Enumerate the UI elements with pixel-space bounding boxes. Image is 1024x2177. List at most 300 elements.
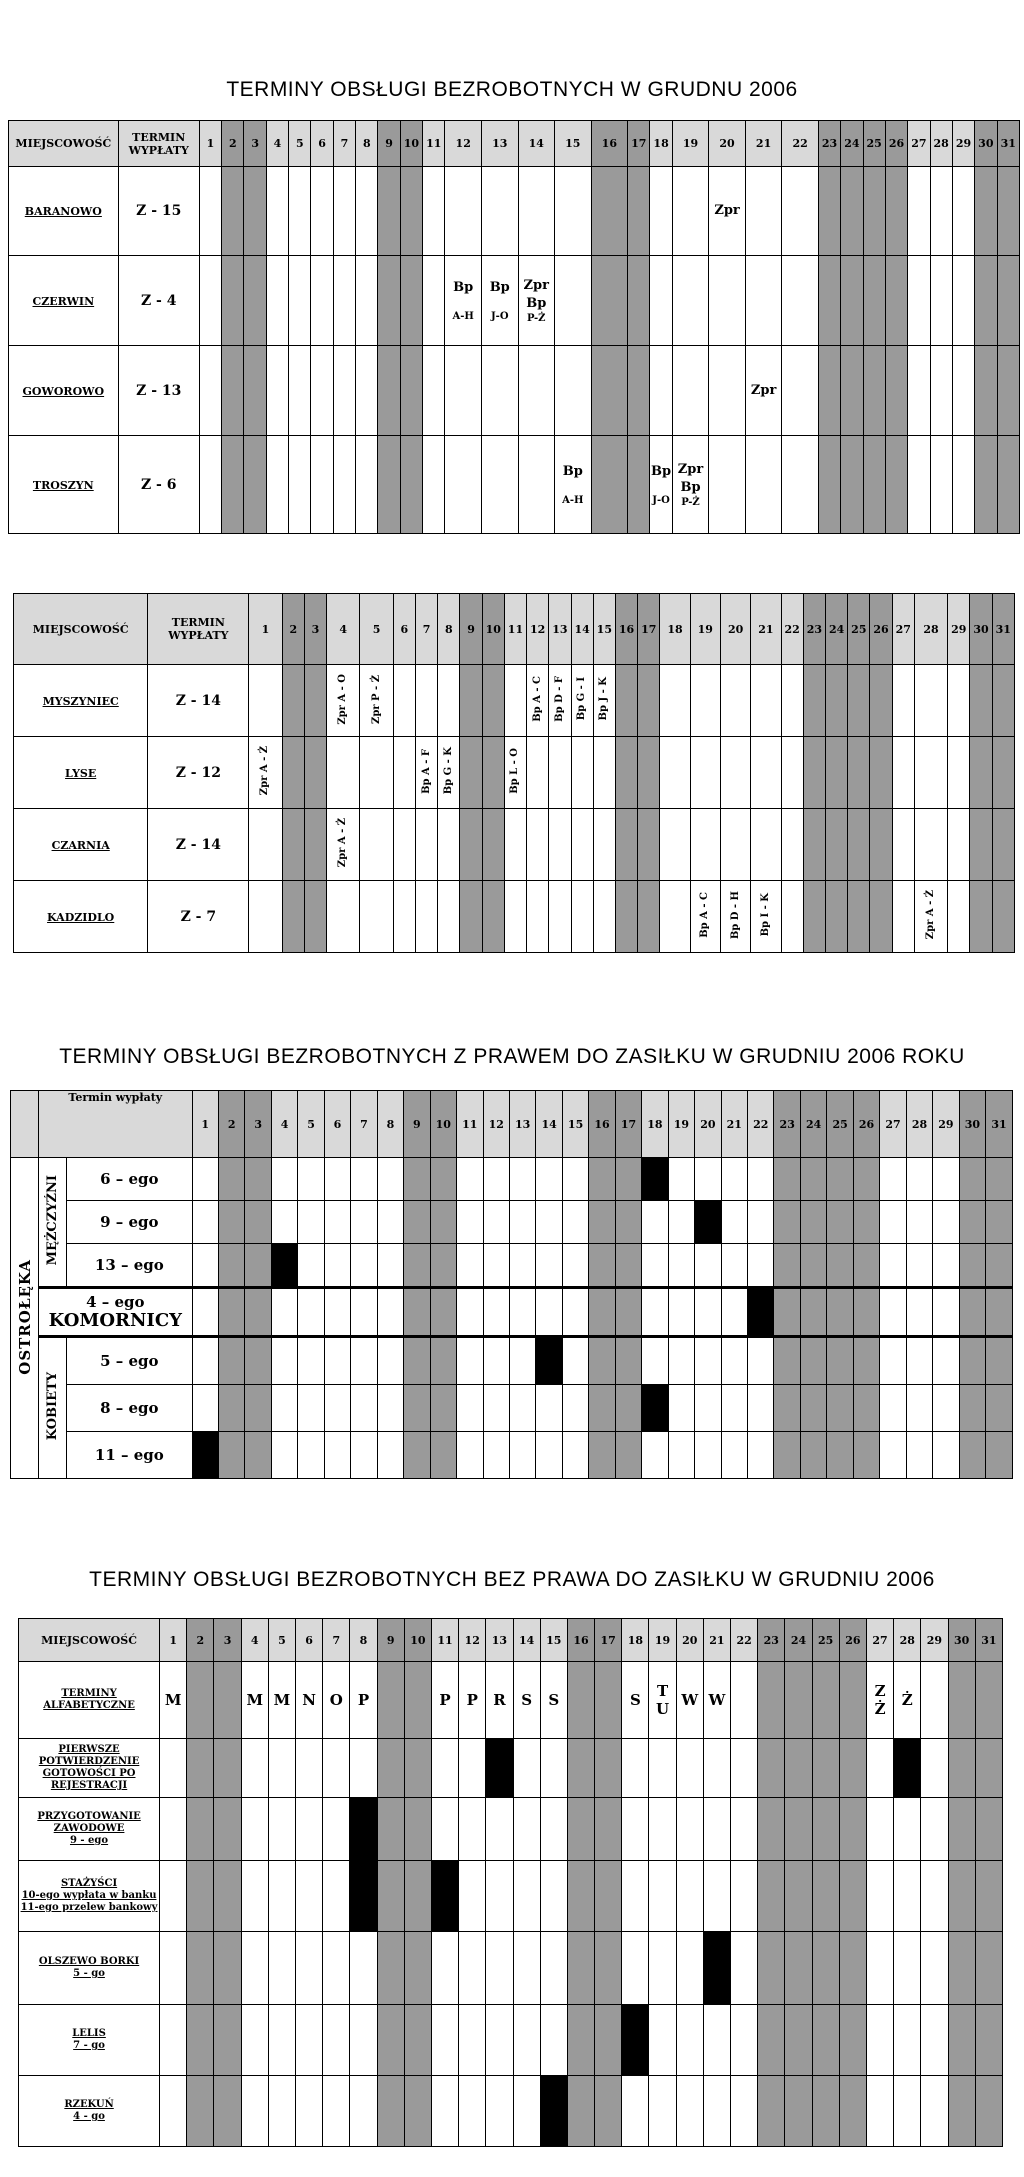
day-cell — [481, 167, 518, 256]
day-cell — [377, 1932, 404, 2005]
day-header-20: 20 — [709, 121, 746, 167]
day-header-1: 1 — [160, 1619, 187, 1662]
day-cell — [690, 737, 720, 809]
day-cell — [423, 346, 445, 436]
day-header-10: 10 — [404, 1619, 431, 1662]
day-cell — [244, 436, 266, 534]
day-header-27: 27 — [866, 1619, 893, 1662]
day-header-8: 8 — [350, 1619, 377, 1662]
day-cell — [457, 1385, 483, 1432]
day-header-31: 31 — [992, 594, 1014, 665]
day-cell — [992, 809, 1014, 881]
day-cell: Bp G - I — [571, 665, 593, 737]
day-cell — [289, 167, 311, 256]
day-cell — [245, 1244, 271, 1288]
day-cell — [323, 1861, 350, 1932]
day-cell — [271, 1385, 297, 1432]
day-cell — [459, 1798, 486, 1861]
day-cell — [676, 2076, 703, 2147]
day-header-20: 20 — [720, 594, 750, 665]
day-cell — [513, 2005, 540, 2076]
day-cell — [933, 1385, 959, 1432]
day-cell — [271, 1288, 297, 1337]
day-cell — [975, 1739, 1002, 1798]
day-cell — [377, 1432, 403, 1479]
day-cell — [567, 2076, 594, 2147]
day-cell — [298, 1244, 324, 1288]
day-cell: Zpr P - Ż — [360, 665, 393, 737]
day-header-6: 6 — [296, 1619, 323, 1662]
day-header-16: 16 — [567, 1619, 594, 1662]
day-cell — [518, 436, 555, 534]
day-cell — [482, 665, 504, 737]
day-cell — [192, 1244, 218, 1288]
day-cell — [642, 1288, 668, 1337]
day-cell — [812, 1739, 839, 1798]
day-cell — [803, 737, 825, 809]
day-cell — [483, 1201, 509, 1244]
place-cell: CZERWIN — [9, 256, 119, 346]
day-cell — [622, 1932, 649, 2005]
day-cell — [986, 1201, 1013, 1244]
term-label: 11 – ego — [67, 1432, 192, 1479]
day-cell — [268, 1739, 295, 1798]
day-header-15: 15 — [593, 594, 615, 665]
day-cell — [885, 436, 907, 534]
day-cell — [751, 737, 781, 809]
day-cell — [721, 1432, 747, 1479]
day-cell — [952, 436, 974, 534]
table-row — [14, 809, 1015, 881]
day-cell — [430, 1158, 456, 1201]
day-cell — [445, 167, 482, 256]
day-cell — [660, 737, 690, 809]
day-cell — [595, 1798, 622, 1861]
day-header-7: 7 — [415, 594, 437, 665]
day-cell: Bp A-H — [445, 256, 482, 346]
day-cell — [377, 1158, 403, 1201]
day-header-18: 18 — [650, 121, 672, 167]
day-cell — [481, 346, 518, 436]
day-header-15: 15 — [562, 1091, 588, 1158]
day-header-21: 21 — [745, 121, 782, 167]
day-cell — [818, 167, 840, 256]
day-cell — [222, 346, 244, 436]
day-header-27: 27 — [908, 121, 930, 167]
day-cell — [509, 1201, 535, 1244]
day-cell — [589, 1432, 615, 1479]
day-cell — [187, 1662, 214, 1739]
place-cell: BARANOWO — [9, 167, 119, 256]
day-cell — [431, 2005, 458, 2076]
day-header-16: 16 — [589, 1091, 615, 1158]
day-cell — [513, 1739, 540, 1798]
day-cell — [848, 737, 870, 809]
day-header-12: 12 — [483, 1091, 509, 1158]
day-header-7: 7 — [351, 1091, 377, 1158]
day-cell — [948, 1932, 975, 2005]
day-cell — [513, 1932, 540, 2005]
day-header-27: 27 — [892, 594, 914, 665]
day-cell — [296, 1932, 323, 2005]
day-cell — [839, 1739, 866, 1798]
day-cell — [880, 1244, 906, 1288]
day-cell — [567, 1739, 594, 1798]
day-cell — [841, 256, 863, 346]
day-cell — [214, 1861, 241, 1932]
day-cell — [975, 167, 997, 256]
day-cell — [615, 1432, 641, 1479]
day-header-30: 30 — [975, 121, 997, 167]
day-cell — [536, 1432, 562, 1479]
day-cell — [758, 1932, 785, 2005]
day-cell — [482, 881, 504, 953]
day-cell — [695, 1288, 721, 1337]
table-row — [11, 1244, 1013, 1288]
day-cell — [642, 1158, 668, 1201]
day-cell — [649, 1861, 676, 1932]
table-row — [11, 1158, 1013, 1201]
day-cell — [785, 1861, 812, 1932]
day-cell — [758, 1739, 785, 1798]
day-header-3: 3 — [244, 121, 266, 167]
day-cell — [540, 2005, 567, 2076]
day-cell — [827, 1288, 853, 1337]
day-cell — [826, 809, 848, 881]
table-row — [19, 1739, 1003, 1798]
day-cell — [324, 1337, 350, 1385]
day-cell: S — [622, 1662, 649, 1739]
day-cell — [589, 1158, 615, 1201]
day-cell — [222, 436, 244, 534]
day-cell — [199, 346, 221, 436]
day-cell — [536, 1288, 562, 1337]
day-header-29: 29 — [933, 1091, 959, 1158]
day-cell — [997, 436, 1020, 534]
day-cell — [423, 436, 445, 534]
day-cell — [218, 1158, 244, 1201]
day-header-29: 29 — [948, 594, 970, 665]
day-cell — [676, 1739, 703, 1798]
day-cell — [593, 737, 615, 809]
day-cell — [187, 1932, 214, 2005]
day-cell — [187, 1798, 214, 1861]
day-cell — [245, 1288, 271, 1337]
day-cell — [378, 346, 400, 436]
day-cell — [721, 1337, 747, 1385]
day-cell — [400, 256, 422, 346]
day-header-1: 1 — [192, 1091, 218, 1158]
table-2 — [13, 593, 1015, 953]
day-header-17: 17 — [615, 1091, 641, 1158]
day-cell — [751, 809, 781, 881]
place-cell: CZARNIA — [14, 809, 148, 881]
table-row — [9, 436, 1020, 534]
day-cell — [323, 1798, 350, 1861]
day-cell — [404, 1158, 430, 1201]
day-cell — [187, 2005, 214, 2076]
day-cell — [509, 1385, 535, 1432]
day-cell: Zpr A - O — [327, 665, 360, 737]
day-cell — [218, 1244, 244, 1288]
day-header-13: 13 — [481, 121, 518, 167]
day-cell — [975, 1798, 1002, 1861]
term-label: 5 – ego — [67, 1337, 192, 1385]
day-cell — [812, 1798, 839, 1861]
term-label: 9 – ego — [67, 1201, 192, 1244]
day-cell — [445, 436, 482, 534]
day-cell — [748, 1432, 774, 1479]
day-cell — [222, 167, 244, 256]
day-cell — [298, 1201, 324, 1244]
day-cell — [377, 1662, 404, 1739]
day-header-24: 24 — [826, 594, 848, 665]
day-cell — [430, 1201, 456, 1244]
day-cell — [731, 1798, 758, 1861]
day-cell — [268, 1861, 295, 1932]
day-cell — [748, 1337, 774, 1385]
day-cell — [400, 346, 422, 436]
day-cell — [400, 167, 422, 256]
day-cell — [785, 1662, 812, 1739]
day-cell — [304, 809, 326, 881]
day-cell — [848, 809, 870, 881]
day-header-19: 19 — [668, 1091, 694, 1158]
day-header-23: 23 — [758, 1619, 785, 1662]
day-header-22: 22 — [731, 1619, 758, 1662]
day-cell — [921, 1739, 948, 1798]
day-cell — [745, 436, 782, 534]
day-cell — [509, 1337, 535, 1385]
day-header-2: 2 — [222, 121, 244, 167]
day-cell — [571, 809, 593, 881]
day-cell — [781, 737, 803, 809]
day-header-19: 19 — [690, 594, 720, 665]
day-cell — [404, 1288, 430, 1337]
day-cell — [431, 1861, 458, 1932]
day-cell — [589, 1288, 615, 1337]
day-cell — [894, 2005, 921, 2076]
day-header-28: 28 — [894, 1619, 921, 1662]
day-cell — [906, 1158, 932, 1201]
group-ostroleka: OSTROŁĘKA — [11, 1158, 39, 1479]
day-cell — [323, 1932, 350, 2005]
day-cell — [906, 1385, 932, 1432]
day-cell — [245, 1158, 271, 1201]
day-header-27: 27 — [880, 1091, 906, 1158]
day-cell: N — [296, 1662, 323, 1739]
day-cell — [676, 2005, 703, 2076]
day-cell — [812, 2005, 839, 2076]
table-row — [19, 2076, 1003, 2147]
place-cell: TROSZYN — [9, 436, 119, 534]
day-cell — [975, 1662, 1002, 1739]
day-cell — [595, 1662, 622, 1739]
day-cell — [591, 167, 628, 256]
corner-cell — [11, 1091, 39, 1158]
category-cell: RZEKUŃ 4 - go — [19, 2076, 160, 2147]
day-cell: P — [459, 1662, 486, 1739]
day-cell — [650, 256, 672, 346]
day-cell — [649, 1739, 676, 1798]
day-cell — [615, 1201, 641, 1244]
day-cell — [721, 1385, 747, 1432]
day-cell — [595, 2076, 622, 2147]
day-cell — [826, 737, 848, 809]
day-cell — [695, 1244, 721, 1288]
term-cell: Z - 4 — [118, 256, 199, 346]
day-cell — [350, 2005, 377, 2076]
day-cell — [668, 1385, 694, 1432]
day-cell — [351, 1288, 377, 1337]
day-cell — [404, 1244, 430, 1288]
day-cell — [952, 167, 974, 256]
day-cell — [323, 1739, 350, 1798]
table-1 — [8, 120, 1020, 534]
day-cell — [672, 256, 709, 346]
term-label: 13 – ego — [67, 1244, 192, 1288]
day-cell — [377, 1201, 403, 1244]
day-cell — [866, 2076, 893, 2147]
day-cell — [271, 1432, 297, 1479]
day-cell — [615, 1158, 641, 1201]
day-cell — [731, 1861, 758, 1932]
day-cell — [997, 167, 1020, 256]
day-cell — [992, 665, 1014, 737]
day-cell — [549, 881, 571, 953]
day-header-31: 31 — [986, 1091, 1013, 1158]
day-cell — [885, 167, 907, 256]
day-cell — [948, 809, 970, 881]
day-cell — [649, 1932, 676, 2005]
day-cell — [812, 1932, 839, 2005]
day-cell: Bp J - K — [593, 665, 615, 737]
day-header-16: 16 — [591, 121, 628, 167]
day-cell — [758, 2076, 785, 2147]
day-header-6: 6 — [324, 1091, 350, 1158]
day-cell: Bp L - O — [504, 737, 526, 809]
day-cell — [214, 2076, 241, 2147]
day-cell — [672, 346, 709, 436]
day-cell — [536, 1201, 562, 1244]
term-cell: Z - 13 — [118, 346, 199, 436]
day-cell — [192, 1201, 218, 1244]
day-cell — [296, 1798, 323, 1861]
day-cell — [720, 665, 750, 737]
day-cell — [642, 1201, 668, 1244]
col-place-header: MIEJSCOWOŚĆ — [19, 1619, 160, 1662]
day-cell — [404, 1798, 431, 1861]
day-cell — [218, 1201, 244, 1244]
day-cell: Bp J-O — [650, 436, 672, 534]
table-row — [14, 881, 1015, 953]
table-row — [14, 665, 1015, 737]
day-cell — [997, 346, 1020, 436]
day-cell — [481, 436, 518, 534]
day-cell — [404, 2005, 431, 2076]
term-cell: Z - 15 — [118, 167, 199, 256]
day-cell — [758, 2005, 785, 2076]
day-cell — [459, 1861, 486, 1932]
day-cell — [218, 1288, 244, 1337]
day-cell — [863, 436, 885, 534]
day-cell — [595, 1932, 622, 2005]
day-header-29: 29 — [952, 121, 974, 167]
day-cell — [649, 2076, 676, 2147]
day-cell — [638, 881, 660, 953]
day-cell — [908, 167, 930, 256]
day-cell — [853, 1244, 879, 1288]
day-cell — [350, 2076, 377, 2147]
day-cell — [595, 2005, 622, 2076]
day-cell: Ż — [894, 1662, 921, 1739]
day-cell — [562, 1288, 588, 1337]
day-cell — [350, 1798, 377, 1861]
place-cell: MYSZYNIEC — [14, 665, 148, 737]
day-cell — [826, 665, 848, 737]
day-cell — [781, 665, 803, 737]
day-cell — [885, 256, 907, 346]
day-cell — [622, 1861, 649, 1932]
table-row — [19, 1861, 1003, 1932]
day-cell — [486, 1798, 513, 1861]
day-cell — [914, 665, 947, 737]
day-cell — [187, 1739, 214, 1798]
day-cell — [430, 1385, 456, 1432]
day-cell — [323, 2076, 350, 2147]
day-cell — [992, 737, 1014, 809]
day-cell — [721, 1201, 747, 1244]
day-cell — [245, 1337, 271, 1385]
day-cell — [486, 2076, 513, 2147]
day-cell — [415, 809, 437, 881]
day-cell — [218, 1432, 244, 1479]
day-cell: M — [241, 1662, 268, 1739]
day-cell — [975, 2076, 1002, 2147]
day-cell — [959, 1158, 985, 1201]
day-cell: M — [160, 1662, 187, 1739]
day-cell — [430, 1244, 456, 1288]
day-cell — [827, 1337, 853, 1385]
day-cell: T U — [649, 1662, 676, 1739]
day-header-9: 9 — [404, 1091, 430, 1158]
day-cell — [774, 1201, 800, 1244]
day-cell — [513, 1798, 540, 1861]
day-cell — [827, 1432, 853, 1479]
day-cell — [921, 2005, 948, 2076]
day-cell — [457, 1432, 483, 1479]
day-cell — [800, 1337, 826, 1385]
title-3: TERMINY OBSŁUGI BEZROBOTNYCH BEZ PRAWA DO ZASIŁKU W GRUDNIU 2006 — [89, 1568, 935, 1591]
day-cell — [218, 1337, 244, 1385]
day-cell — [378, 167, 400, 256]
day-cell — [841, 346, 863, 436]
komornicy-cell: 4 – ego KOMORNICY — [39, 1288, 192, 1337]
day-cell — [880, 1288, 906, 1337]
day-cell — [266, 256, 288, 346]
day-header-18: 18 — [622, 1619, 649, 1662]
day-cell — [199, 436, 221, 534]
day-cell — [703, 1798, 730, 1861]
day-cell — [459, 2076, 486, 2147]
day-header-1: 1 — [249, 594, 282, 665]
day-cell — [628, 167, 650, 256]
day-cell — [933, 1288, 959, 1337]
day-header-13: 13 — [509, 1091, 535, 1158]
day-cell — [540, 1798, 567, 1861]
col-term-header: TERMIN WYPŁATY — [118, 121, 199, 167]
day-cell — [377, 1798, 404, 1861]
